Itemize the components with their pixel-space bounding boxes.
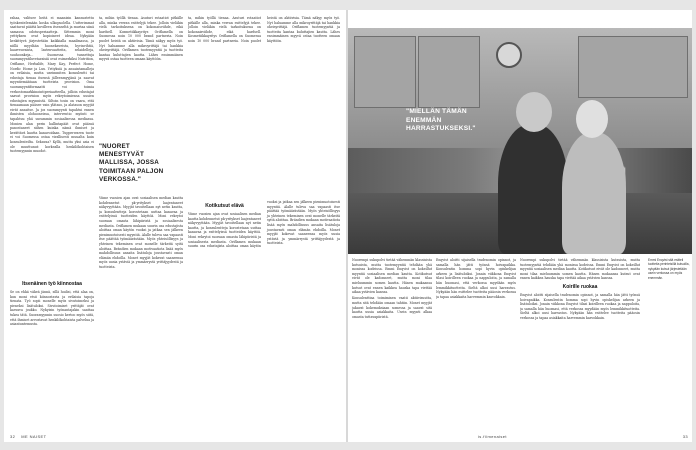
left-column-1 [10,16,94,274]
left-column-3b-text: Viime vuosien ajan ovat sosiaalisen median kautta kohdennetut pk-yritykset laajentaneet näkyvyyttään. Myyjät tavoitellaan nyt netin kautta, ja konsulentteja korostetaan uuttaa kanavaa ja esittelyissä tuotteiden käyttöä. Moni rekrytoi suoraan omasta lähipiiristä ja sosiaalisesta mediasta. Oriflamen mukaan suurin osa edustajista aloittaa oman käytön vuoksi ja jatkaa sen jälkeen pienimuotoisesti myyntiä. Alalle tuleva saa vapaasti itse päättää työmäärästään. Myös yhteisöllisyys ja yhteinen tekeminen ovat monelle tärkeitä syitä aloittaa. Brändien mukaan motivaatiota lisää myös mahdollisuus ansaita lisätuloja joustavasti oman elämän ehdoilla. Monet myyjät kokevat saaneensa myös uusia ystäviä ja ymmärrystä yrittäjyydestä ja tuotteista. [188,200,340,249]
right-footer [348,434,688,439]
right-column-3 [520,258,640,428]
left-column-3 [188,16,340,194]
kitchen-photo [348,28,692,254]
subheading-koirille: Koirille ruokaa [562,283,598,290]
photo-caption: Emmi Enqvist sitä esitteli tuotteita perinteisillä kutsuilla, nykyään kutsut järjestetään usein verkossa on myös enemmän. [648,258,690,280]
left-column-2a-text: ta, mihin työllä tienaa. Asuturi rotaatiot pitkälle alla, minka verran esittelyjä tekee. Jolloin vieläkin vielä tarkoituksena on kokonaisviihde, eikä hardsell. Kosmetiikkayritys Oriflamella on Suomessa noin 10 000 brand partneria. Noin puolet heistä on aktiivisia. Tämä näkyy myös työ. Nyt haluamme alla mikroyrittäjä tai hankkia oheisyrittäjä. Oriflamen tuotemyyntiä ja tuotteita kantaa kuluttajien kautta. Lähes ensimmäinen myyvä ostaa tuotteen omaan käyttöön. [99,16,183,62]
left-magazine-name: ME NAISET [21,434,47,439]
subheading-itsenainen: Itsenäinen työ kiinnostaa [22,281,82,287]
right-column-2 [436,258,516,428]
left-page [4,10,346,442]
left-column-1b-text: Se on ehkä väkeä jännä, sillä luulisi, että alaa on, kun moni etsii kiinnostavia ja erilaisia tapoja tienata. Työ sopii monelle myös sivutoimeksi ja pieneksi lisätuloksi. Sivutoimiset yrittäjät ovat kasvava joukko. Nykyisin työnantajakin saattaa tukea tätä. Suoramyynnin suosio kertoo myös siitä, että ihmiset arvostavat henkilökohtaista palvelua ja asiantuntemusta. [10,290,94,327]
right-column-2-text: Enqvist aloitti sijaisella tradenomin opinnot, ja samalla hän jätti työnsä hoivapaikka. Konsulentin homma sopi hyvin opiskelijan arkeen ja lisätuloiksi. Jonain viikkona Enqvist tilasi koirilleen ruokaa ja nappuloita, ja samalla hän huomasi, että verkossa myydään myös lemmikkituotteita. Sieltä alkoi uusi harrastus. Nykyään hän esittelee tuotteita pääosin verkossa ja tapaa asiakkaita harvemmin kasvokkain. [436,258,516,299]
person-right [562,132,626,254]
photo-quote: "MIELLÄN TÄMÄN ENEMMÄN HARRASTUKSEKSI." [406,108,476,133]
left-column-1-text: rahaa, valitsee heitä ei maanisin kannustettu työskentelemään koska ulkopuolella. Uutterimmat saattavat päättä kovilleen itsenseltä ja murtaa siinä samassa odotusperiaatteja. Sittemmin moni yrittyksen ovat kopioineet ideaa. Nykyään keskittyvä järjestetään kaikkialla maailmassa, ja niillä myydään huonekaveista, hyvinvihtiä, haarreuvaista, lastenvaatteita, selaidelleja, suuhoonkeja... Suomessa tunnettuja suoramyyntiluvetaraisiä ovat esimerkiksi Nutrition, Oriflame, Herbalife, Mary Kay, Perfect Home, Nordic Home ja Lux. Yrityksiä ja ansaintamalleja on erilaisia, mutta useimmiten konsulentti tai edustaja tienaa itsensä jälleenmyyjänä ja saavat myyntiemäätaan tuotteista provision. Oma suoramyyntiformaatti voi toimia verkostomarkkinointiperiaatteella, jolloin edustajat saavat provision myös rekrytoimiensa uusien edustajien myynnistä. Siltoin tosin on vaara, että tienaamaan pääsee vain ylätaso, ja alatason myyjät eivät ansaitse. Ja jos suoramyynti tapahtui ennen ihmisten olohuoneissa, interventio myönti se tapahtuu yhä useammin sosiaalisessa mediassa. Monien alan perin hallintapäät ovat päässä panostaneet siihen kuinka nämä ihmiset ja kerättävä kautta kanavoidaan. Tupperwaren tuote ei voi Suomessa ostaa virallisesti muualta kuin konsulenteilta. Sekavaa? Kyllä, mutta yksi asia ei ole muuttunut: korkealla henkilökohtaisen tuotemyynnin muodot. [10,16,94,154]
wall-clock-icon [496,42,522,68]
right-page-number: 33 [682,434,688,439]
left-column-2b-text: Viime vuosien ajan ovat sosiaalisen median kautta kohdennetut pk-yritykset laajentaneet näkyvyyttään. Myyjät tavoitellaan nyt netin kautta, ja konsulentteja korostetaan uuttaa kanavaa ja esittelyissä tuotteiden käyttöä. Moni rekrytoi suoraan omasta lähipiiristä ja sosiaalisesta mediasta. Oriflamen mukaan suurin osa edustajista aloittaa oman käytön vuoksi ja jatkaa sen jälkeen pienimuotoisesti myyntiä. Alalle tuleva saa vapaasti itse päättää työmäärästään. Myös yhteisöllisyys ja yhteinen tekeminen ovat monelle tärkeitä syitä aloittaa. Brändien mukaan motivaatiota lisää myös mahdollisuus ansaita lisätuloja joustavasti oman elämän ehdoilla. Monet myyjät kokevat saaneensa myös uusia ystäviä ja ymmärrystä yrittäjyydestä ja tuotteista. [99,196,183,269]
left-page-number: 32 [10,434,16,439]
right-page [348,10,692,442]
left-column-3-text: ta, mihin työllä tienaa. Asuturi rotaatiot pitkälle alla, minka verran esittelyjä tekee. Jolloin vieläkin vielä tarkoituksena on kokonaisviihde, eikä hardsell. Kosmetiikkayritys Oriflamella on Suomessa noin 10 000 brand partneria. Noin puolet heistä on aktiivisia. Tämä näkyy myös työ. Nyt haluamme alla mikroyrittäjä tai hankkia oheisyrittäjä. Oriflamen tuotemyyntiä ja tuotteita kantaa kuluttajien kautta. Lähes ensimmäinen myyvä ostaa tuotteen omaan käyttöön. [188,16,340,43]
left-column-2b [99,196,183,424]
right-column-1-text: Nuorempi sukupolvi tietää vähemmän klassisista kutsuista, mutta tuotemyyntiä tehdään yhä monissa kodeissa. Emmi Enqvist on kokeillut myyntiä sosiaalisen median kautta. Kotikutsut eivät ole kadonneet, mutta moni tilaa mieluummin somen kautta. Hänen mukaansa kutsut ovat ennen kaikkea hauska tapa viettää aikaa ystävien kanssa. [352,258,432,295]
right-column-3-text: Nuorempi sukupolvi tietää vähemmän klassisista kutsuista, mutta tuotemyyntiä tehdään yhä monissa kodeissa. Emmi Enqvist on kokeillut myyntiä sosiaalisen median kautta. Kotikutsut eivät ole kadonneet, mutta moni tilaa mieluummin somen kautta. Hänen mukaansa kutsut ovat ennen kaikkea hauska tapa viettää aikaa ystävien kanssa. [520,258,640,281]
left-footer [10,434,46,439]
right-magazine-url: is.fi/menaiset [478,434,507,439]
left-column-3b [188,200,340,424]
right-column-1 [352,258,432,428]
subheading-kotikutsut: Kotikutsut elävä [205,203,244,209]
pull-quote: "NUORET MENESTYVÄT MALLISSA, JOSSA TOIMITAAN PALJON VERKOSSA." [99,143,164,183]
left-column-1b [10,278,94,424]
person-left [498,124,568,254]
right-column-3-text-b: Enqvist aloitti sijaisella tradenomin opinnot, ja samalla hän jätti työnsä hoivapaikka. Konsulentin homma sopi hyvin opiskelijan arkeen ja lisätuloiksi. Jonain viikkona Enqvist tilasi koirilleen ruokaa ja nappuloita, ja samalla hän huomasi, että verkossa myydään myös lemmikkituotteita. Sieltä alkoi uusi harrastus. Nykyään hän esittelee tuotteita pääosin verkossa ja tapaa asiakkaita harvemmin kasvokkain. [520,292,640,320]
right-column-1-text-b: Konsulenttina toimiminen vaatii aktiivisuutta, mutta sitä tehdään omaan tahtiin. Monet myyjät jakavat kokemuksiaan somessa ja saavat sitä kautta uusia asiakkaita. Usein myynti alkaa omasta tuttavapiiristä. [352,296,432,319]
left-column-2a [99,16,183,134]
